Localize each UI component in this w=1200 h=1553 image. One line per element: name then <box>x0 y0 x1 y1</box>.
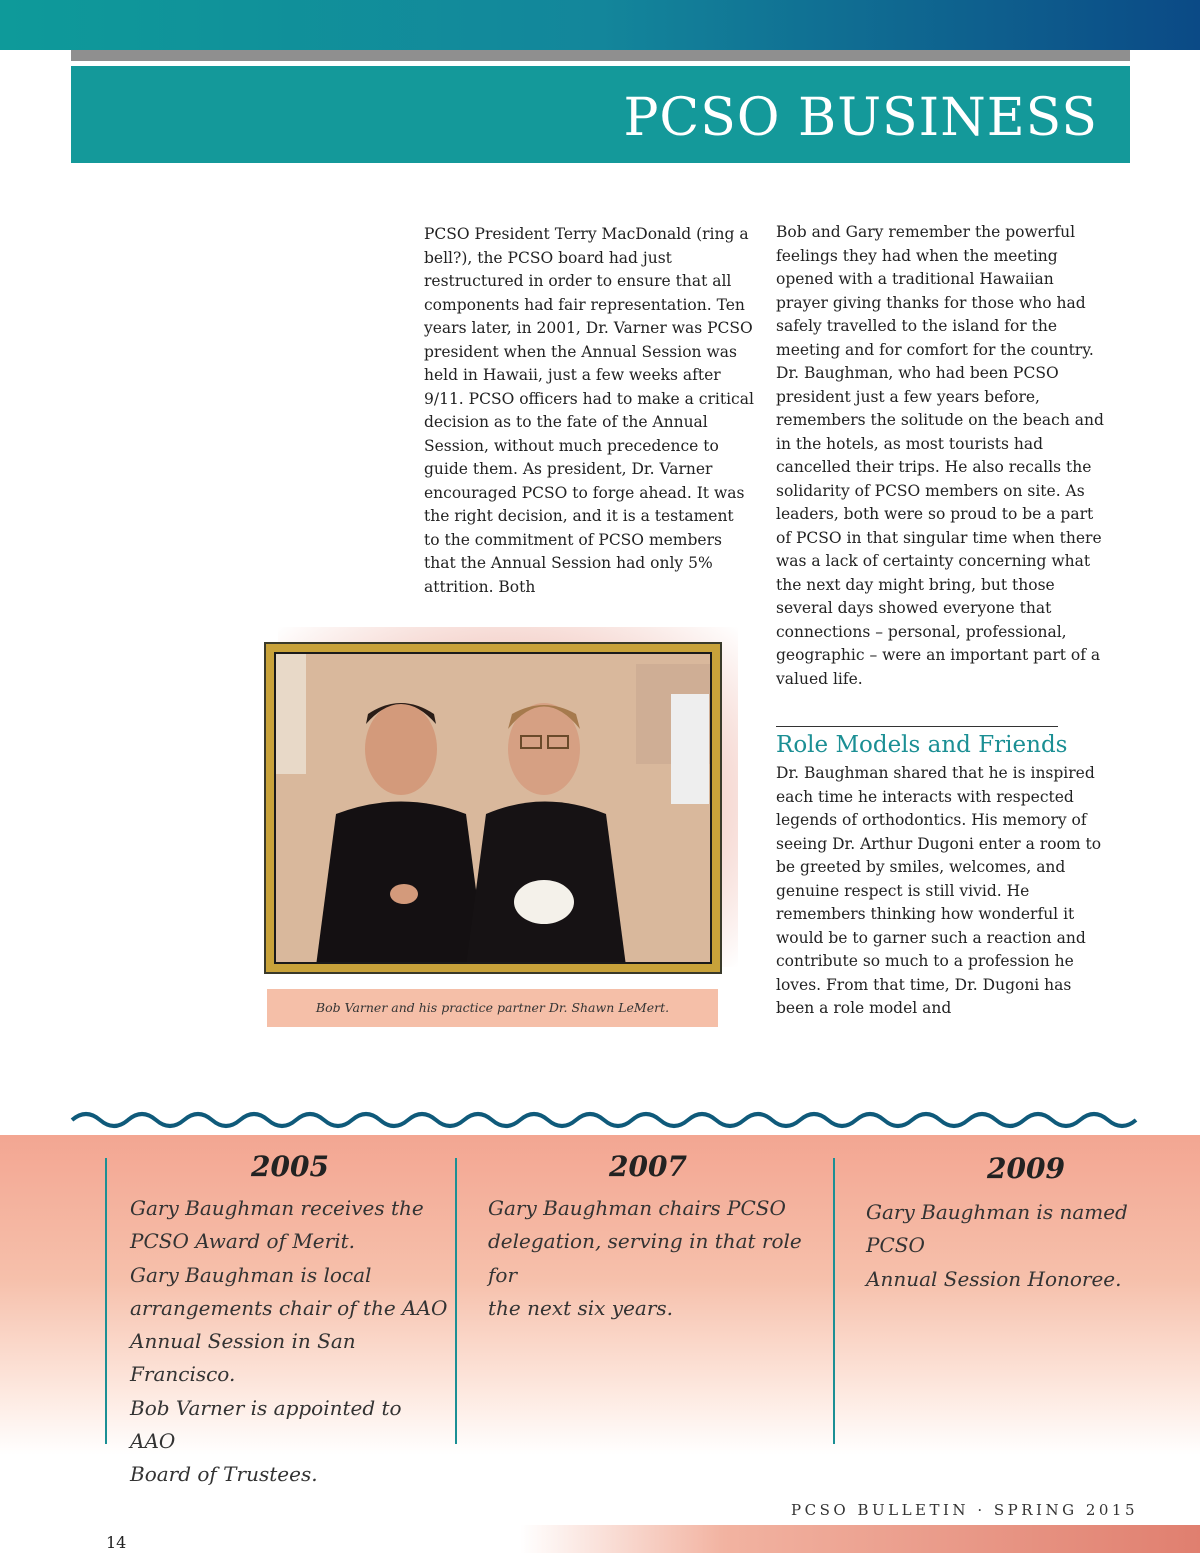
subhead-role-models: Role Models and Friends <box>776 732 1068 758</box>
timeline-divider <box>455 1158 457 1444</box>
photo-illustration <box>276 654 712 964</box>
footer-color-bar <box>520 1525 1200 1553</box>
timeline-line: Gary Baughman receives the <box>130 1196 424 1220</box>
timeline-entry-2007 <box>488 1192 818 1325</box>
top-color-band <box>0 0 1200 50</box>
timeline-line: arrangements chair of the AAO <box>130 1295 448 1320</box>
timeline-line: the next six years. <box>488 1295 674 1320</box>
section-banner <box>71 66 1130 163</box>
running-footer: PCSO BULLETIN · SPRING 2015 <box>791 1501 1138 1519</box>
header-gray-rule <box>71 50 1130 61</box>
article-column-right: Bob and Gary remember the powerful feelings they had when the meeting opened with a traditional Hawaiian prayer giving thanks for those who had safely travelled to the island for the meeting and for comfort for the country. Dr. Baughman, who had been PCSO president just a few years before, remembers the solitude on the beach and in the hotels, as most tourists had cancelled their trips. He also recalls the solidarity of PCSO members on site. As leaders, both were so proud to be a part of PCSO in that singular time when there was a lack of certainty concerning what the next day might bring, but those several days showed everyone that connections – personal, professional, geographic – were an important part of a valued life. <box>776 223 1104 688</box>
timeline-line: Bob Varner is appointed to AAO <box>130 1395 402 1454</box>
subhead-rule <box>776 726 1058 727</box>
photo-image <box>274 652 712 964</box>
page-number: 14 <box>106 1533 127 1552</box>
timeline-divider <box>105 1158 107 1444</box>
timeline-line: Gary Baughman chairs PCSO <box>488 1196 786 1220</box>
photo-caption: Bob Varner and his practice partner Dr. Shawn LeMert. <box>315 1000 670 1015</box>
timeline-line: Gary Baughman is local <box>130 1262 372 1287</box>
article-column-left: PCSO President Terry MacDonald (ring a bell?), the PCSO board had just restructured in order to ensure that all components had fair representation. Ten years later, in 2001, Dr. Varner was PCSO president when the Annual Session was held in Hawaii, just a few weeks after 9/11. PCSO officers had to make a critical decision as to the fate of the Annual Session, without much precedence to guide them. As president, Dr. Varner encouraged PCSO to forge ahead. It was the right decision, and it is a testament to the commitment of PCSO members that the Annual Session had only 5% attrition. Both <box>424 225 754 596</box>
timeline-entry-2005 <box>130 1192 450 1492</box>
timeline-line: Annual Session Honoree. <box>866 1266 1122 1291</box>
article-column-right-continued: Dr. Baughman shared that he is inspired each time he interacts with respected legends of orthodontics. His memory of seeing Dr. Arthur Dugoni enter a room to be greeted by smiles, welcomes, and genuine respect is still vivid. He remembers thinking how wonderful it would be to garner such a reaction and contribute so much to a profession he loves. From that time, Dr. Dugoni has been a role model and <box>776 764 1102 1017</box>
photo-frame <box>264 642 722 974</box>
section-title: PCSO BUSINESS <box>623 88 1098 148</box>
timeline-line: delegation, serving in that role for <box>488 1229 802 1287</box>
timeline-divider <box>833 1158 835 1444</box>
timeline-line: Annual Session in San Francisco. <box>130 1329 356 1387</box>
timeline-entry-2009 <box>866 1196 1186 1296</box>
timeline-line: Board of Trustees. <box>130 1462 318 1487</box>
timeline-line: Gary Baughman is named PCSO <box>866 1200 1128 1258</box>
timeline-line: PCSO Award of Merit. <box>130 1229 355 1254</box>
timeline-year-2009: 2009 <box>987 1152 1065 1185</box>
timeline-year-2005: 2005 <box>251 1150 329 1183</box>
timeline-year-2007: 2007 <box>609 1150 687 1183</box>
wave-divider <box>70 1104 1146 1134</box>
photo-caption-box <box>267 989 718 1027</box>
